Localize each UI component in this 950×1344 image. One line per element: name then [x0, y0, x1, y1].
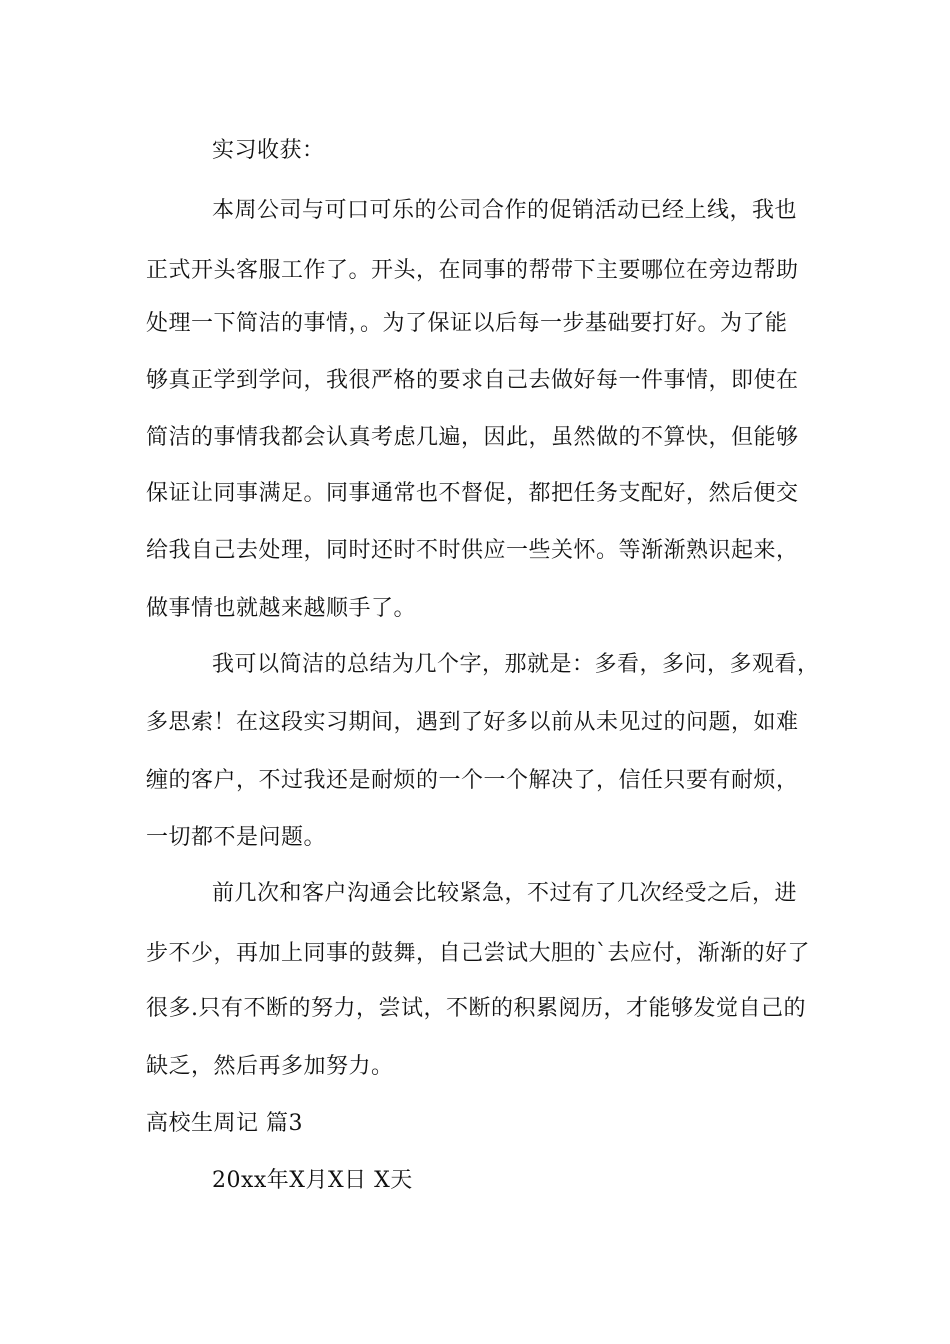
paragraph-3-line-3: 很多.只有不断的努力，尝试，不断的积累阅历，才能够发觉自己的: [146, 996, 806, 1021]
paragraph-1-line-2: 正式开头客服工作了。开头，在同事的帮带下主要哪位在旁边帮助: [146, 258, 799, 283]
paragraph-1-line-5: 简洁的事情我都会认真考虑几遍，因此，虽然做的不算快，但能够: [146, 425, 799, 450]
paragraph-1-line-6: 保证让同事满足。同事通常也不督促，都把任务支配好，然后便交: [146, 481, 799, 506]
paragraph-1-line-8: 做事情也就越来越顺手了。: [146, 596, 417, 621]
paragraph-1-line-4: 够真正学到学问，我很严格的要求自己去做好每一件事情，即使在: [146, 368, 799, 393]
paragraph-1-line-7: 给我自己去处理，同时还时不时供应一些关怀。等渐渐熟识起来，: [146, 538, 799, 563]
paragraph-3-line-1: 前几次和客户沟通会比较紧急，不过有了几次经受之后，进: [212, 881, 798, 906]
section-title-weekly-journal-3: 高校生周记 篇3: [146, 1111, 303, 1136]
paragraph-3-line-4: 缺乏，然后再多加努力。: [146, 1054, 394, 1079]
paragraph-2-line-4: 一切都不是问题。: [146, 825, 327, 850]
paragraph-3-line-2: 步不少，再加上同事的鼓舞，自己尝试大胆的`去应付，渐渐的好了: [146, 941, 811, 966]
date-line: 20xx年X月X日 X天: [212, 1168, 413, 1193]
paragraph-1-line-3: 处理一下简洁的事情，。为了保证以后每一步基础要打好。为了能: [146, 311, 788, 336]
paragraph-2-line-1: 我可以简洁的总结为几个字，那就是：多看，多问，多观看，: [212, 652, 820, 677]
section-heading-internship-gains: 实习收获：: [212, 138, 325, 163]
paragraph-2-line-3: 缠的客户，不过我还是耐烦的一个一个解决了，信任只要有耐烦，: [146, 768, 799, 793]
paragraph-2-line-2: 多思索！在这段实习期间，遇到了好多以前从未见过的问题，如难: [146, 710, 799, 735]
paragraph-1-line-1: 本周公司与可口可乐的公司合作的促销活动已经上线，我也: [212, 198, 798, 223]
